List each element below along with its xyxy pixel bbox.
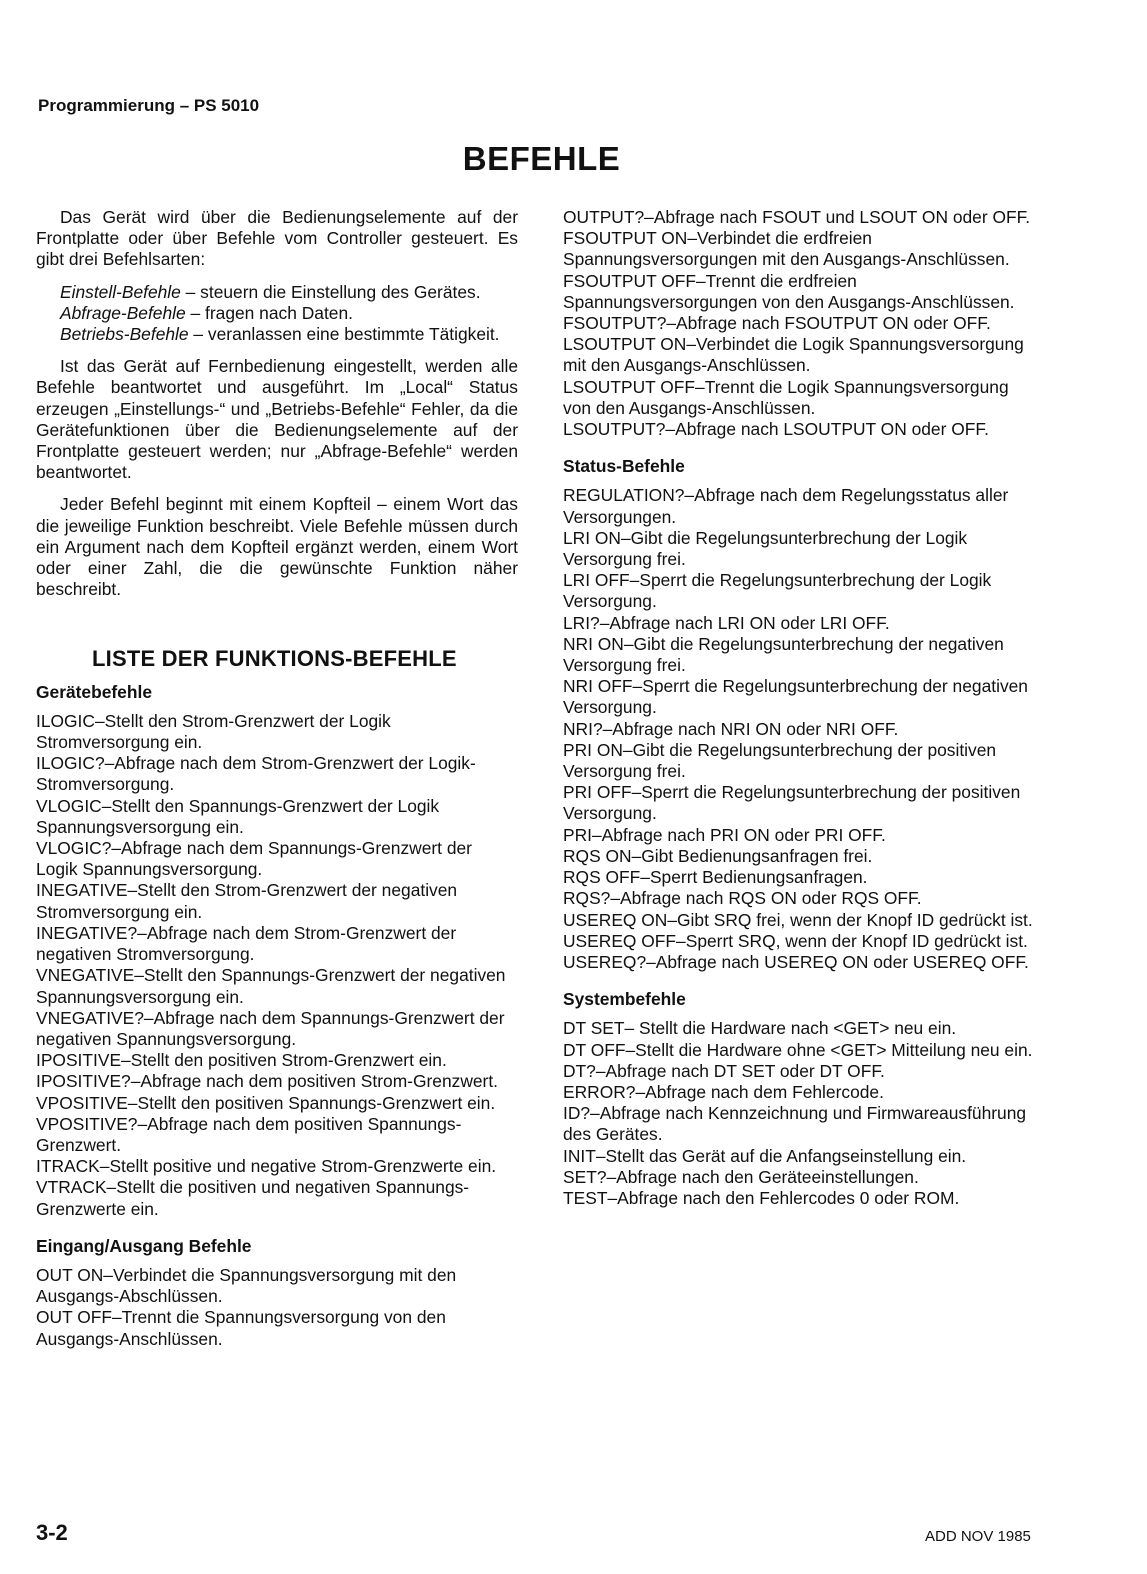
command-entry: OUTPUT?–Abfrage nach FSOUT und LSOUT ON oder OFF.: [563, 207, 1031, 227]
intro-paragraph-2: Ist das Gerät auf Fernbedienung eingestellt, werden alle Befehle beantwortet und ausgeführt. Im „Local“ Status erzeugen „Einstellungs-“ und „Betriebs-Befehle“ Fehler, da die Gerätefunktionen über die Bedienungselemente auf der Frontplatte gesteuert werden; nur „Abfrage-Befehle“ werden beantwortet.: [36, 356, 518, 483]
running-header: Programmierung – PS 5010: [38, 96, 260, 115]
command-type-term: Abfrage-Befehle: [60, 302, 186, 323]
command-type-term: Einstell-Befehle: [60, 281, 181, 302]
command-entry: DT SET– Stellt die Hardware nach <GET> neu ein.: [563, 1018, 957, 1039]
command-entry: DT OFF–Stellt die Hardware ohne <GET> Mitteilung neu ein.: [563, 1039, 1033, 1060]
command-types: [36, 282, 518, 346]
section-heading: LISTE DER FUNKTIONS-BEFEHLE: [92, 646, 457, 672]
command-entry: INEGATIVE–Stellt den Strom-Grenzwert der negativen Stromversorgung ein.: [36, 880, 458, 922]
command-type-betriebs: [36, 324, 518, 345]
command-entry: LSOUTPUT ON–Verbindet die Logik Spannungsversorgung mit den Ausgangs-Anschlüssen.: [563, 334, 1024, 376]
command-type-desc: – veranlassen eine bestimmte Tätigkeit.: [188, 324, 500, 345]
command-entry: VNEGATIVE–Stellt den Spannungs-Grenzwert der negativen Spannungsversorgung ein.: [36, 965, 506, 1007]
list-eingang-ausgang: [36, 1265, 518, 1350]
list-eingang-ausgang-continued: [563, 207, 1033, 440]
page-title: BEFEHLE: [462, 140, 621, 177]
left-column: [36, 207, 518, 1366]
command-entry: LRI OFF–Sperrt die Regelungsunterbrechung der Logik Versorgung.: [563, 570, 992, 612]
command-entry: IPOSITIVE–Stellt den positiven Strom-Grenzwert ein.: [36, 1050, 447, 1071]
command-entry: SET?–Abfrage nach den Geräteeinstellungen.: [563, 1166, 919, 1187]
command-entry: ITRACK–Stellt positive und negative Strom-Grenzwerte ein.: [36, 1156, 497, 1177]
command-entry: NRI?–Abfrage nach NRI ON oder NRI OFF.: [563, 718, 899, 739]
command-entry: INEGATIVE?–Abfrage nach dem Strom-Grenzwert der negativen Stromversorgung.: [36, 922, 457, 965]
command-entry: FSOUTPUT OFF–Trennt die erdfreien Spannungsversorgungen von den Ausgangs-Anschlüssen.: [563, 270, 1015, 312]
command-entry: USEREQ OFF–Sperrt SRQ, wenn der Knopf ID gedrückt ist.: [563, 930, 1028, 951]
command-entry: VNEGATIVE?–Abfrage nach dem Spannungs-Grenzwert der negativen Spannungsversorgung.: [36, 1007, 505, 1049]
command-entry: LRI ON–Gibt die Regelungsunterbrechung der Logik Versorgung frei.: [563, 527, 968, 570]
command-entry: REGULATION?–Abfrage nach dem Regelungsstatus aller Versorgungen.: [563, 485, 1009, 527]
command-entry: RQS OFF–Sperrt Bedienungsanfragen.: [563, 867, 868, 888]
subheading-systembefehle: Systembefehle: [563, 989, 686, 1010]
command-entry: FSOUTPUT?–Abfrage nach FSOUTPUT ON oder OFF.: [563, 313, 991, 334]
command-entry: VPOSITIVE?–Abfrage nach dem positiven Spannungs-Grenzwert.: [36, 1113, 462, 1155]
command-entry: IPOSITIVE?–Abfrage nach dem positiven Strom-Grenzwert.: [36, 1071, 499, 1092]
command-entry: TEST–Abfrage nach den Fehlercodes 0 oder ROM.: [563, 1187, 960, 1208]
subheading-eingang-ausgang: Eingang/Ausgang Befehle: [36, 1235, 252, 1256]
command-entry: ILOGIC–Stellt den Strom-Grenzwert der Logik Stromversorgung ein.: [36, 710, 391, 753]
command-type-desc: – fragen nach Daten.: [185, 302, 353, 323]
list-systembefehle: [563, 1018, 1033, 1209]
intro-paragraph-1: Das Gerät wird über die Bedienungselemente auf der Frontplatte oder über Befehle vom Controller gesteuert. Es gibt drei Befehlsarten:: [36, 207, 518, 270]
command-type-einstell: [36, 282, 518, 303]
subheading-status-befehle: Status-Befehle: [563, 456, 685, 477]
command-entry: PRI–Abfrage nach PRI ON oder PRI OFF.: [563, 824, 886, 845]
command-entry: RQS ON–Gibt Bedienungsanfragen frei.: [563, 845, 873, 866]
list-status-befehle: [563, 485, 1033, 973]
command-entry: ID?–Abfrage nach Kennzeichnung und Firmwareausführung des Gerätes.: [563, 1103, 1027, 1145]
command-entry: PRI OFF–Sperrt die Regelungsunterbrechung der positiven Versorgung.: [563, 782, 1021, 824]
command-entry: FSOUTPUT ON–Verbindet die erdfreien Spannungsversorgungen mit den Ausgangs-Anschlüssen.: [563, 228, 1010, 270]
command-entry: VLOGIC?–Abfrage nach dem Spannungs-Grenzwert der Logik Spannungsversorgung.: [36, 838, 472, 880]
command-entry: NRI OFF–Sperrt die Regelungsunterbrechung der negativen Versorgung.: [563, 676, 1028, 718]
revision-date: ADD NOV 1985: [925, 1528, 1031, 1545]
page-number: 3-2: [36, 1520, 68, 1545]
command-type-abfrage: [36, 303, 518, 324]
command-entry: USEREQ?–Abfrage nach USEREQ ON oder USEREQ OFF.: [563, 951, 1029, 972]
command-entry: VPOSITIVE–Stellt den positiven Spannungs-Grenzwert ein.: [36, 1092, 496, 1113]
intro-paragraph-3: Jeder Befehl beginnt mit einem Kopfteil – einem Wort das die jeweilige Funktion beschreibt. Viele Befehle müssen durch ein Argument nach dem Kopfteil ergänzt werden, einem Wort oder einer Zahl, die die gewünschte Funktion näher beschreibt.: [36, 494, 518, 600]
command-entry: VLOGIC–Stellt den Spannungs-Grenzwert der Logik Spannungsversorgung ein.: [36, 795, 440, 837]
command-entry: VTRACK–Stellt die positiven und negativen Spannungs-Grenzwerte ein.: [36, 1177, 470, 1219]
command-entry: USEREQ ON–Gibt SRQ frei, wenn der Knopf ID gedrückt ist.: [563, 909, 1033, 930]
command-entry: INIT–Stellt das Gerät auf die Anfangseinstellung ein.: [563, 1145, 967, 1166]
command-entry: ILOGIC?–Abfrage nach dem Strom-Grenzwert der Logik-Stromversorgung.: [36, 753, 476, 795]
command-entry: LSOUTPUT OFF–Trennt die Logik Spannungsversorgung von den Ausgangs-Anschlüssen.: [563, 376, 1009, 418]
right-column: [563, 207, 1033, 1225]
command-entry: NRI ON–Gibt die Regelungsunterbrechung der negativen Versorgung frei.: [563, 633, 1004, 676]
command-entry: DT?–Abfrage nach DT SET oder DT OFF.: [563, 1060, 885, 1081]
command-entry: ERROR?–Abfrage nach dem Fehlercode.: [563, 1081, 884, 1102]
command-entry: PRI ON–Gibt die Regelungsunterbrechung der positiven Versorgung frei.: [563, 739, 997, 782]
command-type-desc: – steuern die Einstellung des Gerätes.: [180, 281, 481, 302]
command-entry: LRI?–Abfrage nach LRI ON oder LRI OFF.: [563, 612, 890, 633]
command-entry: OUT ON–Verbindet die Spannungsversorgung mit den Ausgangs-Abschlüssen.: [36, 1264, 457, 1307]
command-entry: RQS?–Abfrage nach RQS ON oder RQS OFF.: [563, 888, 922, 909]
list-geraetebefehle: [36, 711, 518, 1220]
command-entry: OUT OFF–Trennt die Spannungsversorgung von den Ausgangs-Anschlüssen.: [36, 1307, 446, 1349]
subheading-geraetebefehle: Gerätebefehle: [36, 681, 152, 702]
command-entry: LSOUTPUT?–Abfrage nach LSOUTPUT ON oder OFF.: [563, 419, 989, 440]
command-type-term: Betriebs-Befehle: [60, 324, 189, 345]
